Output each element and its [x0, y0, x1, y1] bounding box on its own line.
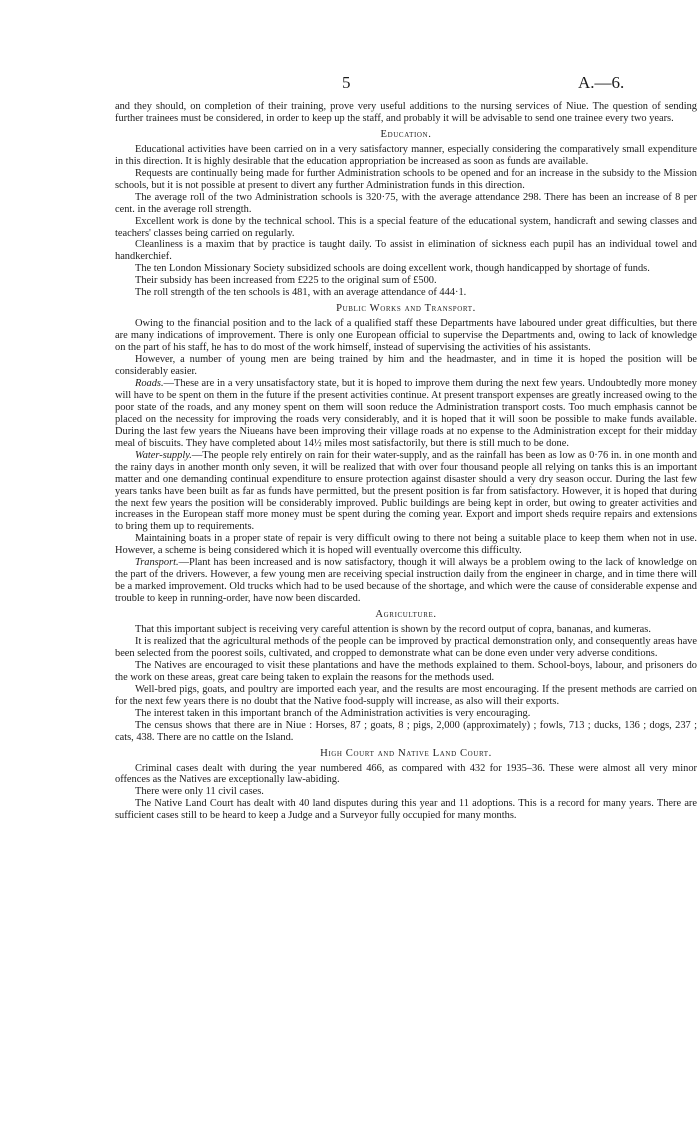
paragraph-text: —The people rely entirely on rain for their water-supply, and as the rainfall has been as low as 0·76 in. in one month and the rainy days in another month only seven, it will be realized that with over four thousand people all relying on tanks this is an important matter and one demanding continual expenditure to ensure protection against disaster should a very dry season occur. During the last few years tanks have been built as far as funds have permitted, but the present position is far from satisfactory. However, it is hoped that during the next few years the position will be considerably improved. Public buildings are being kept in order, but owing to greater activities and increases in the European staff more money must be spent during the coming year. Export and import sheds require repairs and extensions to bring them up to requirements. [115, 449, 697, 533]
body-text [115, 101, 697, 822]
paragraph: Owing to the financial position and to the lack of a qualified staff these Departments have laboured under great difficulties, but there are many indications of improvement. There is only one European official to supervise the Departments and, owing to lack of knowledge on the part of his staff, he has to do most of the work himself, instead of supervising the activities of his assistants. [115, 318, 697, 354]
section-heading-agriculture: Agriculture. [375, 609, 437, 621]
paragraph-roads [115, 378, 697, 450]
section-heading-education: Education. [380, 128, 432, 140]
paragraph: Requests are continually being made for further Administration schools to be opened and for an increase in the subsidy to the Mission schools, but it is not possible at present to divert any further Administration funds in this direction. [115, 167, 697, 191]
paragraph: Maintaining boats in a proper state of repair is very difficult owing to there not being a suitable place to keep them when not in use. However, a scheme is being considered which it is hoped will eventually overcome this difficulty. [115, 533, 697, 557]
paragraph: However, a number of young men are being trained by him and the headmaster, and in time it is hoped the position will be considerably easier. [115, 354, 697, 378]
paragraph-text: —Plant has been increased and is now satisfactory, though it will always be a problem owing to the lack of knowledge on the part of the drivers. However, a few young men are receiving special instruction daily from the engineer in charge, and in time there will be a marked improvement. Old trucks which had to be used because of the shortage, and which were the cause of considerable expense and trouble to keep in running-order, have now been discarded. [115, 557, 697, 605]
paragraph: Their subsidy has been increased from £225 to the original sum of £500. [135, 275, 437, 287]
paragraph-transport [115, 557, 697, 605]
paragraph: Criminal cases dealt with during the year numbered 466, as compared with 432 for 1935–36. These were almost all very minor offences as the Natives are exceptionally law-abiding. [115, 762, 697, 786]
page-number: 5 [342, 73, 351, 92]
run-in-heading: Water-supply. [135, 449, 192, 461]
document-reference: A.—6. [578, 73, 625, 92]
paragraph: That this important subject is receiving very careful attention is shown by the record output of copra, bananas, and kumeras. [135, 624, 651, 636]
paragraph: and they should, on completion of their training, prove very useful additions to the nursing services of Niue. The question of sending further trainees must be considered, in order to keep up the staff, and probably it will be advisable to send one trainee every two years. [115, 101, 697, 124]
paragraph: It is realized that the agricultural methods of the people can be improved by practical demonstration only, and consequently areas have been selected from the poorest soils, cultivated, and cropped to demonstrate what can be done even under very adverse conditions. [115, 635, 697, 659]
paragraph: The interest taken in this important branch of the Administration activities is very encouraging. [135, 707, 531, 719]
paragraph: The census shows that there are in Niue : Horses, 87 ; goats, 8 ; pigs, 2,000 (approximately) ; fowls, 713 ; ducks, 136 ; dogs, 237 ; cats, 438. There are no cattle on the Island. [115, 719, 697, 743]
paragraph: The Native Land Court has dealt with 40 land disputes during this year and 11 adoptions. This is a record for many years. There are sufficient cases still to be heard to keep a Judge and a Surveyor fully occupied for many months. [115, 798, 697, 822]
paragraph: Well-bred pigs, goats, and poultry are imported each year, and the results are most encouraging. If the present methods are carried on for the next few years there is no doubt that the Native food-supply will increase, as also will their exports. [115, 683, 697, 707]
paragraph: The Natives are encouraged to visit these plantations and have the methods explained to them. School-boys, labour, and prisoners do the work on these areas, great care being taken to explain the reasons for the methods used. [115, 659, 697, 683]
paragraph: The ten London Missionary Society subsidized schools are doing excellent work, though handicapped by shortage of funds. [135, 263, 650, 275]
paragraph: The average roll of the two Administration schools is 320·75, with the average attendance 298. There has been an increase of 8 per cent. in the average roll strength. [115, 191, 697, 215]
paragraph: There were only 11 civil cases. [135, 786, 264, 798]
run-in-heading: Roads. [135, 377, 164, 389]
paragraph: Excellent work is done by the technical school. This is a special feature of the educational system, handicraft and sewing classes and teachers' classes being carried on regularly. [115, 215, 697, 239]
paragraph-text: —These are in a very unsatisfactory state, but it is hoped to improve them during the next few years. Undoubtedly more money will have to be spent on them in the future if the present activities continue. At present transport expenses are greatly increased owing to the poor state of the roads, and any money spent on them will soon reduce the Administration transport costs. Too much emphasis cannot be placed on the necessity for improving the roads very considerably, and it is hoped that it will soon be possible to make funds available. During the last few years the Niueans have been improving their village roads at no expense to the Administration except for their midday meal of biscuits. They have completed about 14½ miles most satisfactorily, but there is still much to be done. [115, 377, 697, 449]
paragraph: Cleanliness is a maxim that by practice is taught daily. To assist in elimination of sickness each pupil has an individual towel and handkerchief. [115, 239, 697, 263]
paragraph: Educational activities have been carried on in a very satisfactory manner, especially considering the comparatively small expenditure in this direction. It is highly desirable that the education appropriation be increased as soon as funds are available. [115, 143, 697, 167]
paragraph: The roll strength of the ten schools is 481, with an average attendance of 444·1. [135, 287, 467, 299]
paragraph-water-supply [115, 450, 697, 534]
run-in-heading: Transport. [135, 557, 179, 569]
section-heading-public-works: Public Works and Transport. [336, 303, 476, 315]
page-header [0, 73, 700, 93]
section-heading-court: High Court and Native Land Court. [320, 747, 492, 759]
